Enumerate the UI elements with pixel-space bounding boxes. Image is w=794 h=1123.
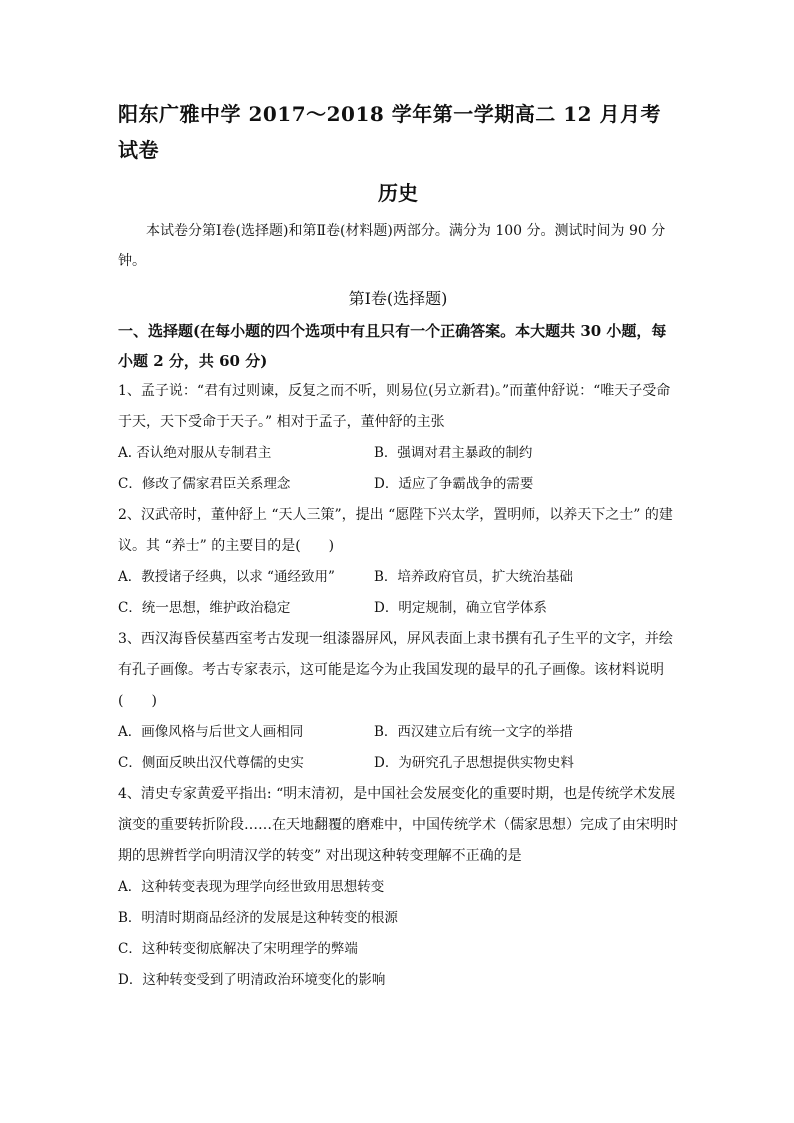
- option-b[interactable]: B．培养政府官员，扩大统治基础: [374, 569, 573, 585]
- option-c[interactable]: C．侧面反映出汉代尊儒的史实: [118, 755, 304, 771]
- option-b[interactable]: B．明清时期商品经济的发展是这种转变的根源: [118, 910, 398, 926]
- exam-title: 阳东广雅中学 2017～2018 学年第一学期高二 12 月月考试卷: [118, 102, 662, 162]
- option-a[interactable]: A．画像风格与后世文人画相同: [118, 724, 304, 740]
- option-d[interactable]: D．明定规制，确立官学体系: [374, 600, 547, 616]
- option-d[interactable]: D．适应了争霸战争的需要: [374, 476, 534, 492]
- option-c[interactable]: C．这种转变彻底解决了宋明理学的弊端: [118, 941, 358, 957]
- question-stem: 1、孟子说：“君有过则谏，反复之而不听，则易位(另立新君)。”而董仲舒说：“唯天子受命于天，天下受命于天子。” 相对于孟子，董仲舒的主张: [118, 383, 671, 430]
- subject-heading: 历史: [378, 181, 418, 205]
- answer-options: [118, 438, 678, 500]
- option-b[interactable]: B．强调对君主暴政的制约: [374, 445, 533, 461]
- question-stem: 2、汉武帝时，董仲舒上 “天人三策”，提出 “愿陛下兴太学，置明师，以养天下之士” 的建议。其 “养士” 的主要目的是( ): [118, 507, 673, 554]
- option-d[interactable]: D．为研究孔子思想提供实物史料: [374, 755, 574, 771]
- exam-page: [118, 96, 678, 996]
- question-2: [118, 500, 678, 624]
- answer-options: [118, 562, 678, 624]
- question-stem: 4、清史专家黄爱平指出: “明末清初，是中国社会发展变化的重要时期，也是传统学术发展演变的重要转折阶段……在天地翻覆的磨难中，中国传统学术（儒家思想）完成了由宋明时期的思辨哲学向明清汉学的转变” 对出现这种转变理解不正确的是: [118, 786, 678, 864]
- section-instructions: 一、选择题(在每小题的四个选项中有且只有一个正确答案。本大题共 30 小题，每小题 2 分，共 60 分): [118, 322, 667, 370]
- option-d[interactable]: D．这种转变受到了明清政治环境变化的影响: [118, 972, 386, 988]
- section-title: 第Ⅰ卷(选择题): [348, 289, 448, 308]
- option-b[interactable]: B．西汉建立后有统一文字的举措: [374, 724, 573, 740]
- answer-options: [118, 717, 678, 779]
- question-1: [118, 376, 678, 500]
- option-c[interactable]: C．统一思想，维护政治稳定: [118, 600, 291, 616]
- option-a[interactable]: A．教授诸子经典，以求 “通经致用”: [118, 569, 335, 585]
- option-a[interactable]: A. 否认绝对服从专制君主: [118, 445, 272, 461]
- option-c[interactable]: C．修改了儒家君臣关系理念: [118, 476, 291, 492]
- question-3: [118, 624, 678, 779]
- exam-intro: 本试卷分第Ⅰ卷(选择题)和第Ⅱ卷(材料题)两部分。满分为 100 分。测试时间为 90 分钟。: [118, 223, 666, 269]
- question-4: [118, 779, 678, 996]
- option-a[interactable]: A．这种转变表现为理学向经世致用思想转变: [118, 879, 385, 895]
- question-stem: 3、西汉海昏侯墓西室考古发现一组漆器屏风，屏风表面上隶书撰有孔子生平的文字，并绘有孔子画像。考古专家表示，这可能是迄今为止我国发现的最早的孔子画像。该材料说明( ): [118, 631, 673, 709]
